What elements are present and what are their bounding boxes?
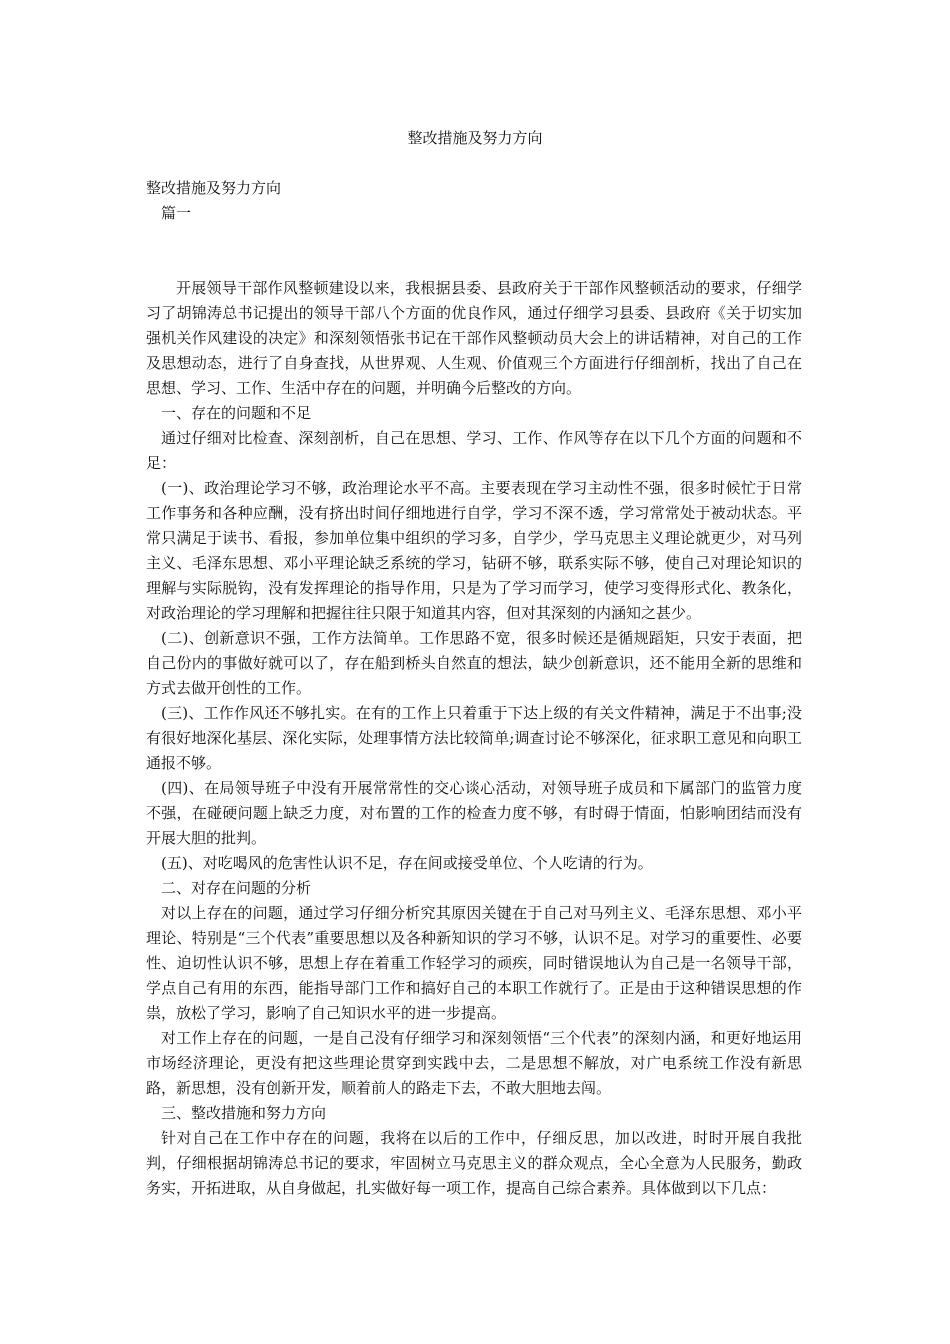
paragraph: (一)、政治理论学习不够，政治理论水平不高。主要表现在学习主动性不强，很多时候忙于日常工作事务和各种应酬，没有挤出时间仔细地进行自学，学习不深不透，学习常常处于被动状态。平常只满足于读书、看报，参加单位集中组织的学习多，自学少，学马克思主义理论就更少，对马列主义、毛泽东思想、邓小平理论缺乏系统的学习，钻研不够，联系实际不够，使自己对理论知识的理解与实际脱钩，没有发挥理论的指导作用，只是为了学习而学习，使学习变得形式化、教条化，对政治理论的学习理解和把握往往只限于知道其内容，但对其深刻的内涵知之甚少。 <box>146 479 802 622</box>
section-label: 篇一 <box>161 204 192 222</box>
paragraph: 开展领导干部作风整顿建设以来，我根据县委、县政府关于干部作风整顿活动的要求，仔细学习了胡锦涛总书记提出的领导干部八个方面的优良作风，通过仔细学习县委、县政府《关于切实加强机关作风建设的决定》和深刻领悟张书记在干部作风整顿动员大会上的讲话精神，对自己的工作及思想动态，进行了自身查找，从世界观、人生观、价值观三个方面进行仔细剖析，找出了自己在思想、学习、工作、生活中存在的问题，并明确今后整改的方向。 <box>146 279 802 397</box>
paragraph: 通过仔细对比检查、深刻剖析，自己在思想、学习、工作、作风等存在以下几个方面的问题和不足： <box>146 429 802 472</box>
paragraph: (二)、创新意识不强，工作方法简单。工作思路不宽，很多时候还是循规蹈矩，只安于表面，把自己份内的事做好就可以了，存在船到桥头自然直的想法，缺少创新意识，还不能用全新的思维和方式去做开创性的工作。 <box>146 629 802 697</box>
paragraph: (四)、在局领导班子中没有开展常常性的交心谈心活动，对领导班子成员和下属部门的监管力度不强，在碰硬问题上缺乏力度，对布置的工作的检查力度不够，有时碍于情面，怕影响团结而没有开展大胆的批判。 <box>146 779 802 847</box>
paragraph: 对工作上存在的问题，一是自己没有仔细学习和深刻领悟“三个代表”的深刻内涵，和更好地运用市场经济理论，更没有把这些理论贯穿到实践中去，二是思想不解放，对广电系统工作没有新思路，新思想，没有创新开发，顺着前人的路走下去，不敢大胆地去闯。 <box>146 1029 802 1097</box>
document-body <box>146 176 802 1201</box>
section-heading: 一、存在的问题和不足 <box>161 404 312 422</box>
paragraph: 针对自己在工作中存在的问题，我将在以后的工作中，仔细反思，加以改进，时时开展自我批判，仔细根据胡锦涛总书记的要求，牢固树立马克思主义的群众观点，全心全意为人民服务，勤政务实，开拓进取，从自身做起，扎实做好每一项工作，提高自己综合素养。具体做到以下几点： <box>146 1129 802 1197</box>
document-title: 整改措施及努力方向 <box>407 129 543 147</box>
paragraph: (五)、对吃喝风的危害性认识不足，存在间或接受单位、个人吃请的行为。 <box>161 854 653 872</box>
document-subtitle: 整改措施及努力方向 <box>146 179 282 197</box>
section-heading: 二、对存在问题的分析 <box>161 879 312 897</box>
paragraph: (三)、工作作风还不够扎实。在有的工作上只着重于下达上级的有关文件精神，满足于不出事;没有很好地深化基层、深化实际，处理事情方法比较简单;调查讨论不够深化，征求职工意见和向职工通报不够。 <box>146 704 802 772</box>
paragraph: 对以上存在的问题，通过学习仔细分析究其原因关键在于自己对马列主义、毛泽东思想、邓小平理论、特别是“三个代表”重要思想以及各种新知识的学习不够，认识不足。对学习的重要性、必要性、迫切性认识不够，思想上存在着重工作轻学习的顽疾，同时错误地认为自己是一名领导干部，学点自己有用的东西，能指导部门工作和搞好自己的本职工作就行了。正是由于这种错误思想的作祟，放松了学习，影响了自己知识水平的进一步提高。 <box>146 904 802 1022</box>
blank-spacer <box>146 226 802 276</box>
section-heading: 三、整改措施和努力方向 <box>161 1104 327 1122</box>
